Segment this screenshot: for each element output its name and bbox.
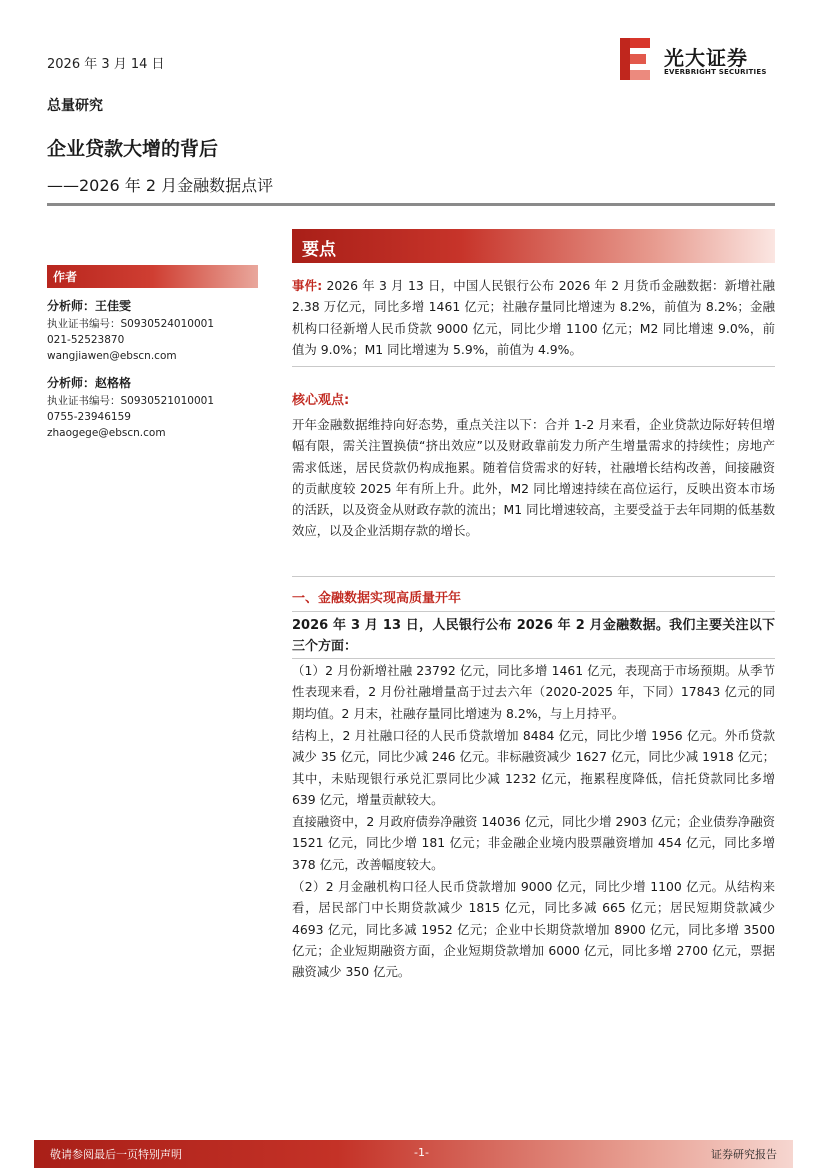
analyst-email[interactable]: wangjiawen@ebscn.com — [47, 350, 177, 362]
section-divider — [292, 576, 775, 577]
section-1-lead: 2026 年 3 月 13 日，人民银行公布 2026 年 2 月金融数据。我们主要关注以下三个方面： — [292, 618, 775, 655]
analyst-cert: 执业证书编号：S0930524010001 — [47, 318, 215, 330]
section-divider — [292, 611, 775, 612]
company-logo — [620, 38, 780, 82]
everbright-logo-icon — [620, 38, 650, 80]
report-title: 企业贷款大增的背后 — [47, 138, 219, 160]
header-divider — [47, 203, 775, 206]
section-1-title: 一、金融数据实现高质量开年 — [292, 591, 462, 606]
section-1-paragraph-4: （2）2 月金融机构口径人民币贷款增加 9000 亿元，同比少增 1100 亿元。从结构来看，居民部门中长期贷款减少 1815 亿元，同比多减 665 亿元；居民短期贷款减少 4693 亿元，同比多减 1952 亿元；企业中长期贷款增加 8900 亿元，同比多增 3500 亿元；企业短期融资方面，企业短期贷款增加 6000 亿元，同比多增 2700 亿元，票据融资减少 350 亿元。 — [292, 879, 775, 980]
footer-report-type: 证券研究报告 — [711, 1148, 777, 1161]
report-subtitle: ——2026 年 2 月金融数据点评 — [47, 176, 274, 195]
analyst-name: 分析师：赵格格 — [47, 376, 132, 390]
logo-chinese-name: 光大证券 — [664, 46, 748, 70]
analyst-card — [47, 373, 214, 441]
section-1-paragraph-3: 直接融资中，2 月政府债券净融资 14036 亿元，同比少增 2903 亿元；企业债券净融资 1521 亿元，同比少增 181 亿元；非金融企业境内股票融资增加 454 亿元，同比多增 378 亿元，改善幅度较大。 — [292, 814, 775, 872]
event-text: 2026 年 3 月 13 日，中国人民银行公布 2026 年 2 月货币金融数据：新增社融 2.38 万亿元，同比多增 1461 亿元；社融存量同比增速为 8.2%，前值为 8.2%；金融机构口径新增人民币贷款 9000 亿元，同比少增 1100 亿元；M2 同比增速 9.0%，前值为 9.0%；M1 同比增速为 5.9%，前值为 4.9%。 — [292, 278, 775, 357]
analyst-card — [47, 296, 214, 364]
analyst-email[interactable]: zhaogege@ebscn.com — [47, 427, 166, 439]
footer-disclaimer-link[interactable]: 敬请参阅最后一页特别声明 — [50, 1148, 182, 1161]
event-paragraph — [292, 275, 775, 360]
section-divider — [292, 658, 775, 659]
key-points-label: 要点 — [302, 240, 336, 260]
core-view-paragraph: 开年金融数据维持向好态势，重点关注以下：合并 1-2 月来看，企业贷款边际好转但增幅有限，需关注置换债“挤出效应”以及财政靠前发力所产生增量需求的持续性；房地产需求低迷，居民贷款仍构成拖累。随着信贷需求的好转，社融增长结构改善，间接融资的贡献度较 2025 年有所上升。此外，M2 同比增速持续在高位运行，反映出资本市场的活跃，以及资金从财政存款的流出；M1 同比增速较高，主要受益于去年同期的低基数效应，以及企业活期存款的增长。 — [292, 417, 775, 539]
author-header-label: 作者 — [53, 270, 78, 284]
analyst-name: 分析师：王佳雯 — [47, 299, 132, 313]
report-date: 2026 年 3 月 14 日 — [47, 57, 165, 72]
report-category: 总量研究 — [47, 98, 103, 114]
section-divider — [292, 366, 775, 367]
author-section-header — [47, 265, 258, 288]
section-1-paragraph-2: 结构上，2 月社融口径的人民币贷款增加 8484 亿元，同比少增 1956 亿元。外币贷款减少 35 亿元，同比少减 246 亿元。非标融资减少 1627 亿元，同比少减 1918 亿元；其中，未贴现银行承兑汇票同比少减 1232 亿元，拖累程度降低，信托贷款同比多增 639 亿元，增量贡献较大。 — [292, 728, 775, 807]
core-view-label: 核心观点: — [292, 393, 350, 408]
analyst-phone: 021-52523870 — [47, 334, 125, 346]
page-number: -1- — [414, 1146, 429, 1159]
key-points-header — [292, 229, 775, 263]
analyst-cert: 执业证书编号：S0930521010001 — [47, 395, 215, 407]
page-footer — [34, 1140, 793, 1168]
analyst-phone: 0755-23946159 — [47, 411, 131, 423]
logo-english-name: EVERBRIGHT SECURITIES — [664, 68, 767, 76]
section-1-paragraph-1: （1）2 月份新增社融 23792 亿元，同比多增 1461 亿元，表现高于市场预期。从季节性表现来看，2 月份社融增量高于过去六年（2020-2025 年，下同）17843 亿元的同期均值。2 月末，社融存量同比增速为 8.2%，与上月持平。 — [292, 663, 775, 721]
event-label: 事件: — [292, 278, 323, 293]
